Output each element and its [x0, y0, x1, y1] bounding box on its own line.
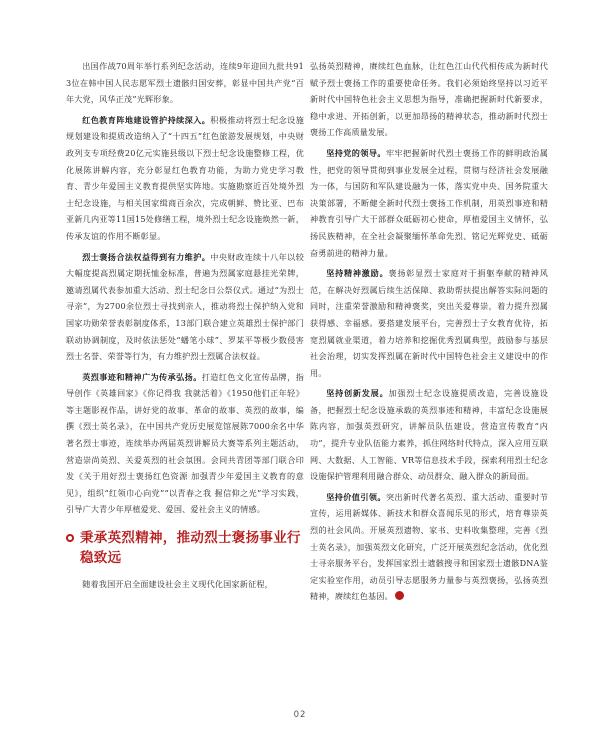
right-column	[310, 58, 548, 609]
body-education-sites: 积极推动将烈士纪念设施规划建设和提质改造纳入了“十四五”红色旅游发展规划，中央财政列支专项经费20亿元实施县级以下烈士纪念设施整修工程，优化展陈讲解内容，充分彰显红色教育功能，为助力党史学习教育、青少年爱国主义教育提供坚实阵地。实施勘察近百处境外烈士纪念设施，与相关国家缉商百余次，完成朝鲜、赞比亚、巴布亚新几内亚等11国15处修缮工程，境外烈士纪念设施焕然一新，传承友谊的作用不断彰显。	[66, 114, 304, 241]
paragraph-value-guidance	[310, 489, 548, 605]
heading-party-leadership: 坚持党的领导。	[326, 147, 386, 158]
heading-rights-protection: 烈士褒扬合法权益得到有力维护。	[82, 251, 211, 262]
body-party-leadership: 牢牢把握新时代烈士褒扬工作的鲜明政治属性，把党的领导贯彻到事业发展全过程，贯彻与经济社会发展融为一体，与国防和军队建设融为一体，落实党中央、国务院重大决策部署，不断健全新时代烈士褒扬工作机制，用英烈事迹和精神教育引导广大干部群众砥砺初心使命，厚植爱国主义情怀，弘扬民族精神，在全社会凝聚缅怀革命先烈、铭记光辉党史、砥砺奋勇前进的精神力量。	[310, 147, 548, 258]
article-end-icon	[395, 591, 404, 600]
section-title: 秉承英烈精神，推动烈士褒扬事业行稳致远	[80, 530, 301, 567]
paragraph-party-leadership	[310, 145, 548, 261]
paragraph-spiritual-incentive	[310, 265, 548, 381]
body-rights-protection: 中央财政连续十八年以较大幅度提高烈属定期抚恤金标准，普遍为烈属家庭悬挂光荣牌，邀请烈属代表参加重大活动、烈士纪念日公祭仪式。通过“为烈士寻亲”，为2700余位烈士寻找到亲人，推动将烈士保护纳入党和国家功勋荣誉表彰制度体系，13部门联合建立英雄烈士保护部门联动协调制度，及时依法惩处“蟠笔小球”、罗某平等极少数侵害烈士名誉、荣誉等行为，有力维护烈士烈属合法权益。	[66, 251, 304, 362]
section-heading	[66, 528, 304, 568]
paragraph-repatriation: 出国作战70周年举行系列纪念活动，连续9年迎回九批共913位在韩中国人民志愿军烈士遗骸归国安葬，彰显中国共产党“百年大党，风华正茂”光辉形象。	[66, 61, 304, 105]
body-spirit-promotion: 打造红色文化宣传品牌，指导创作《英雄回家》《你记得我 我就活着》《1950他们正年轻》等主题影视作品，讲好党的故事、革命的故事、英烈的故事，编撰《烈士英名录》，在中国共产党历史展览馆展陈7000余名中华著名烈士事迹，连续举办两届英烈讲解员大赛等系列主题活动，营造崇尚英烈、关爱英烈的社会氛围。会同共青团等部门联合印发《关于用好烈士褒扬红色资源 加强青少年爱国主义教育的意见》，组织“红领巾心向党”“以青春之我 握信仰之光”学习实践，引导广大青少年厚植爱党、爱国、爱社会主义的情感。	[66, 371, 304, 515]
heading-innovation: 坚持创新发展。	[326, 388, 389, 399]
heading-spirit-promotion: 英烈事迹和精神广为传承弘扬。	[82, 371, 202, 382]
paragraph-continuation: 弘扬英烈精神，赓续红色血脉，让红色江山代代相传成为新时代赋予烈士褒扬工作的重要使命任务。我们必须始终坚持以习近平新时代中国特色社会主义思想为指导，准确把握新时代新要求，稳中求进、开拓创新，以更加昂扬的精神状态，推动新时代烈士褒扬工作高质量发展。	[310, 61, 548, 138]
heading-value-guidance: 坚持价值引领。	[326, 491, 386, 502]
body-value-guidance: 突出新时代著名英烈、重大活动、重要时节宣传，运用新媒体、新技术和群众喜闻乐见的形式，培育尊崇英烈的社会风尚。开展英烈遗物、家书、史料收集整理，完善《烈士英名录》，加强英烈文化研究，广泛开展英烈纪念活动，优化烈士寻亲服务平台，发挥国家烈士遗骸搜寻和国家烈士遗骸DNA鉴定实验室作用，动员引导志愿服务力量参与英烈褒扬，弘扬英烈精神，赓续红色基因。	[310, 491, 548, 602]
heading-spiritual-incentive: 坚持精神激励。	[326, 268, 389, 279]
section-bullet-icon	[66, 534, 74, 542]
paragraph-education-sites	[66, 112, 304, 245]
paragraph-rights-protection	[66, 249, 304, 365]
paragraph-spirit-promotion	[66, 369, 304, 518]
paragraph-new-journey: 随着我国开启全面建设社会主义现代化国家新征程，	[82, 579, 273, 590]
body-innovation: 加强烈士纪念设施提质改造，完善设施设备，把握烈士纪念设施承载的英烈事迹和精神，丰富纪念设施展陈内容，加强英烈研究，讲解员队伍建设，营造宣传教育“内功”，提升专业队伍能力素养，抓住网络时代特点，深入应用互联网、大数据、人工智能、VR等信息技术手段，探索利用烈士纪念设施保护管理利用融合群众、动员群众、融入群众的新局面。	[310, 388, 548, 482]
left-column	[66, 58, 304, 597]
page-number: 02	[293, 710, 307, 720]
paragraph-innovation	[310, 385, 548, 485]
heading-education-sites: 红色教育阵地建设管护持续深入。	[82, 114, 211, 125]
body-spiritual-incentive: 褒扬彰显烈士家庭对于捐躯奉献的精神风范，在解决好烈属后续生活保障、救助帮扶提出解答实际问题的同时，注重荣誉激励和精神褒奖，突出关爱尊崇，着力提升烈属获得感、幸福感。要搭建发展平台，完善烈士子女教育优待，拓宽烈属就业渠道，着力培养和挖掘优秀烈属典型，鼓励参与基层社会治理，切实发挥烈属在新时代中国特色社会主义建设中的作用。	[310, 268, 548, 378]
